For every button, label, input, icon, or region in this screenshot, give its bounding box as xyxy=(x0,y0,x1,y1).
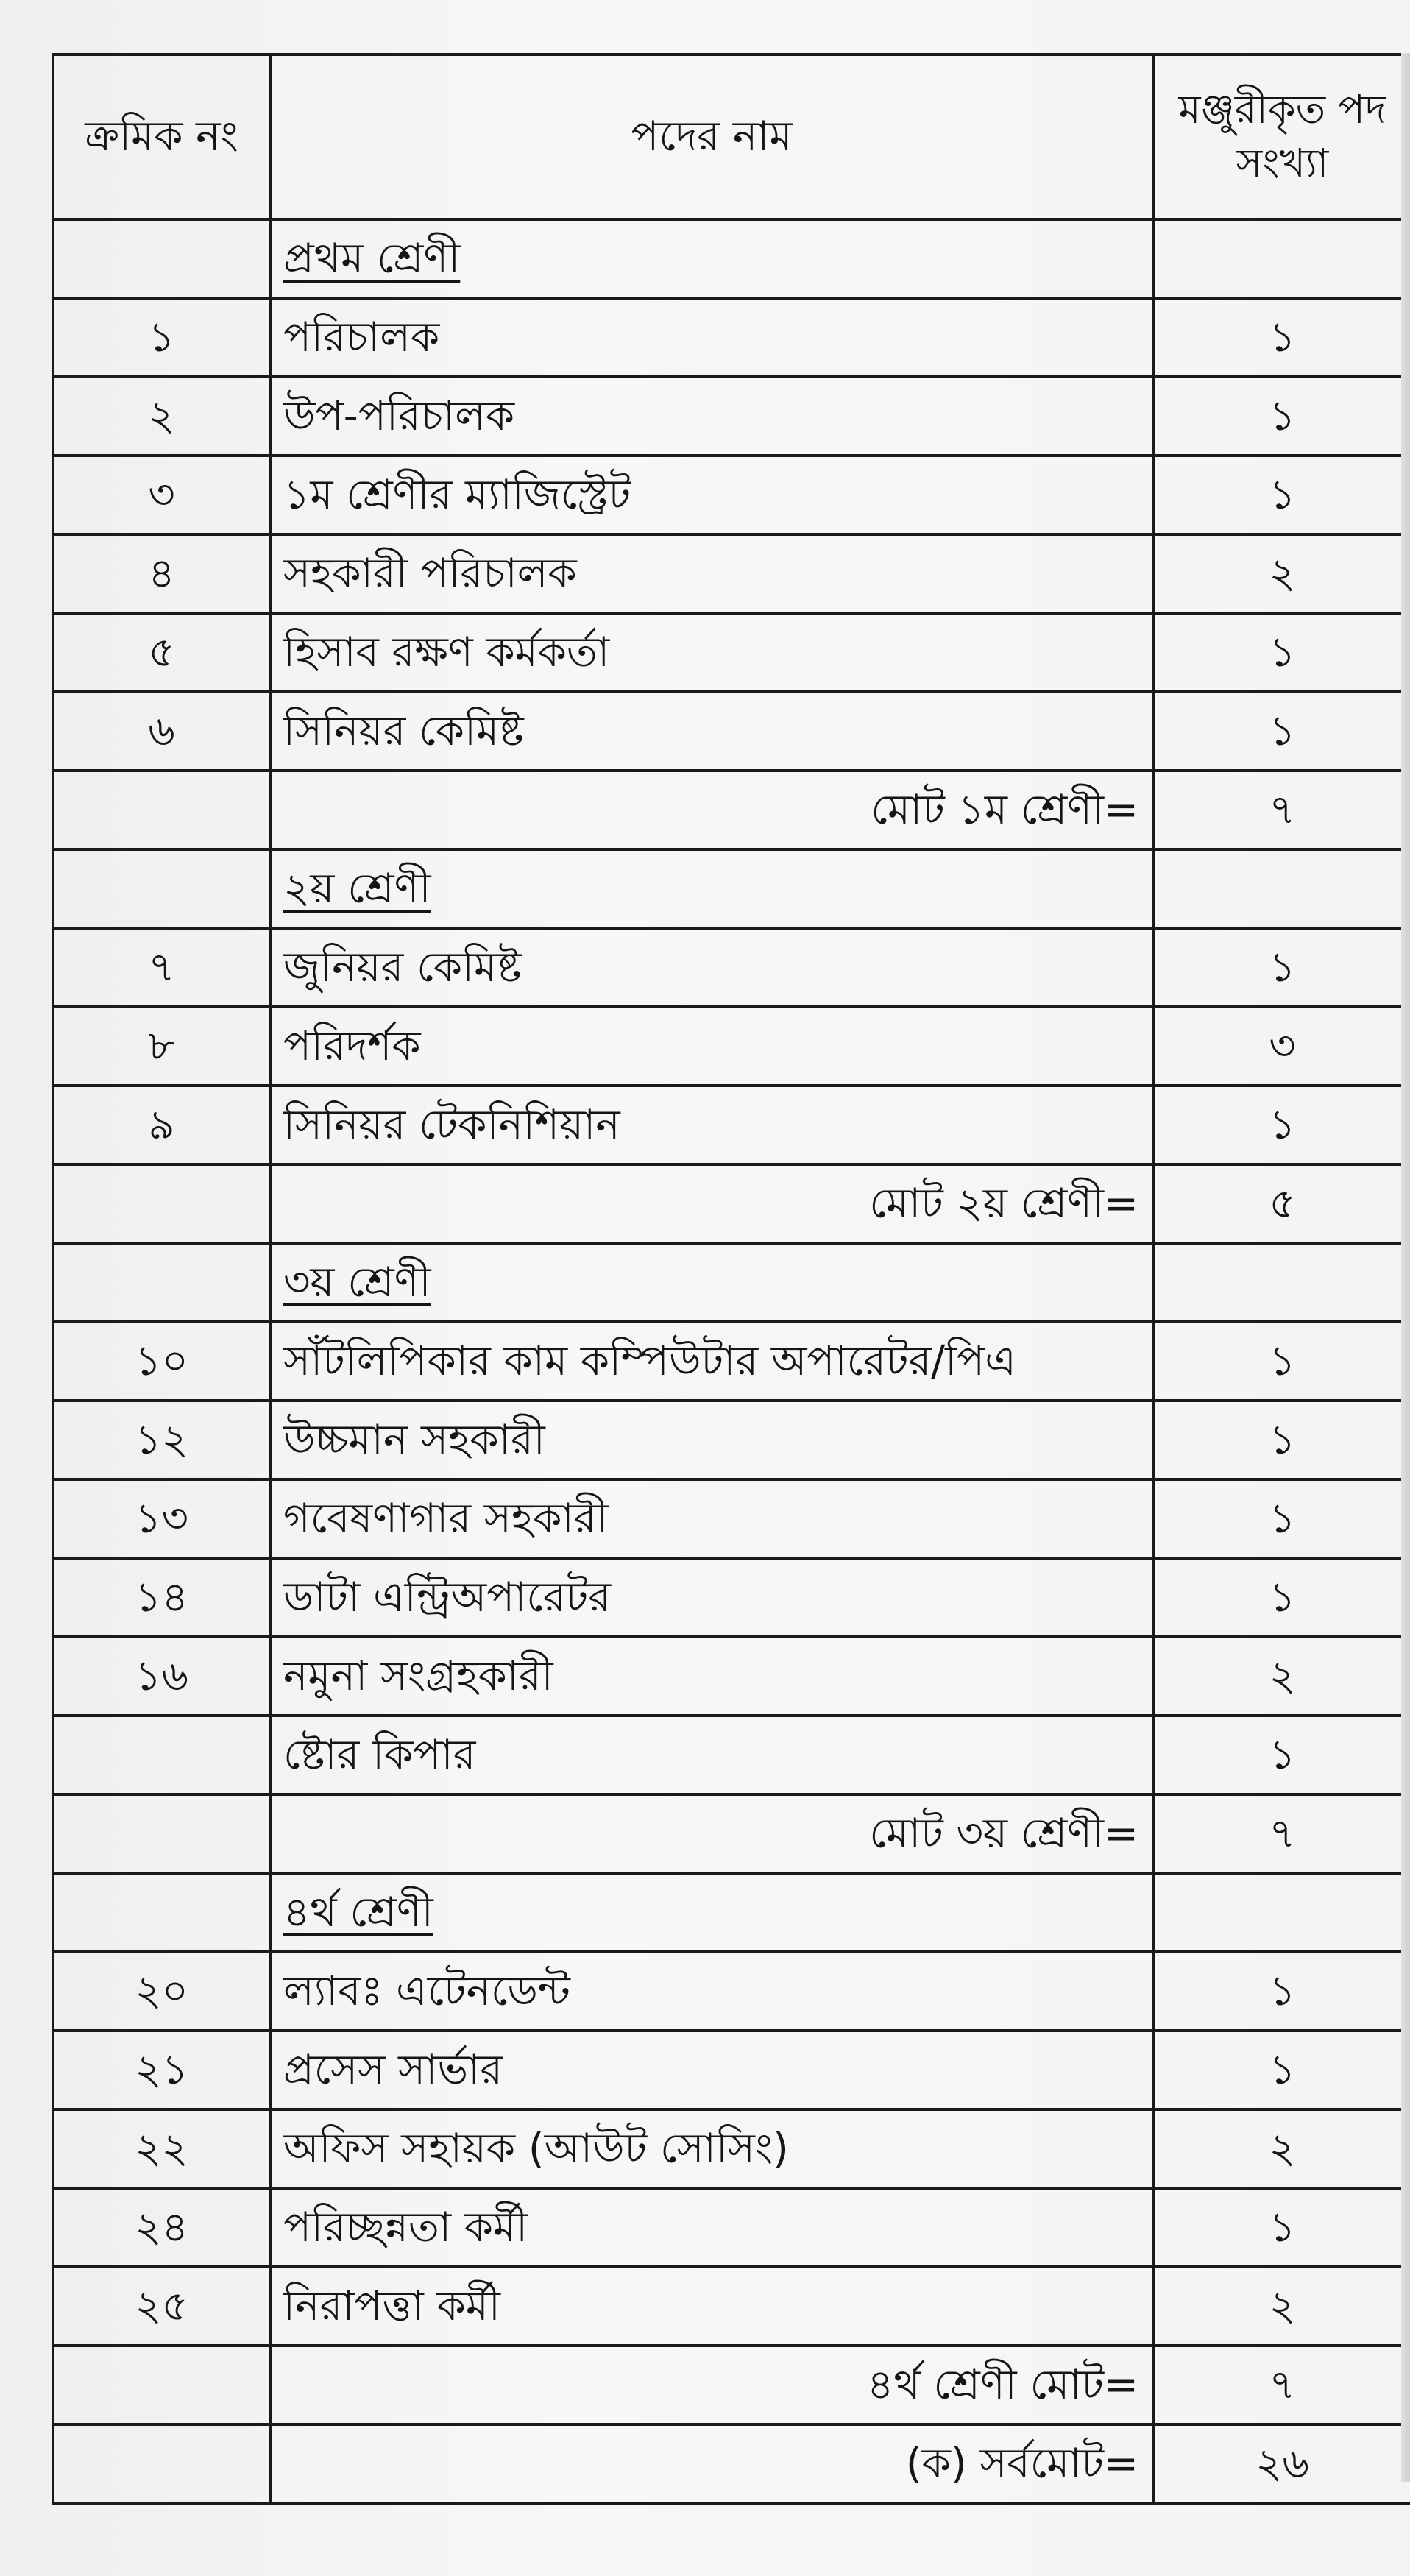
post-name-cell: নিরাপত্তা কর্মী xyxy=(270,2267,1153,2346)
serial-cell xyxy=(53,771,270,849)
serial-cell xyxy=(53,849,270,928)
total-count-cell: ২৬ xyxy=(1153,2424,1410,2503)
count-cell: ১ xyxy=(1153,377,1410,456)
serial-cell: ৪ xyxy=(53,534,270,613)
post-row xyxy=(53,2188,1410,2267)
post-name-cell: উচ্চমান সহকারী xyxy=(270,1401,1153,1479)
total-label-cell: মোট ১ম শ্রেণী= xyxy=(270,771,1153,849)
total-label-cell: মোট ৩য় শ্রেণী= xyxy=(270,1794,1153,1873)
serial-cell: ১ xyxy=(53,298,270,377)
count-cell: ২ xyxy=(1153,2267,1410,2346)
serial-cell: ১৬ xyxy=(53,1637,270,1716)
post-row xyxy=(53,298,1410,377)
header-post-name: পদের নাম xyxy=(270,54,1153,219)
count-cell: ১ xyxy=(1153,1322,1410,1401)
section-title: ২য় শ্রেণী xyxy=(283,864,431,913)
table-header-row xyxy=(53,54,1410,219)
count-cell xyxy=(1153,849,1410,928)
post-name-cell: প্রসেস সার্ভার xyxy=(270,2031,1153,2109)
post-row xyxy=(53,1007,1410,1086)
post-name-cell: পরিচালক xyxy=(270,298,1153,377)
count-cell: ১ xyxy=(1153,1086,1410,1164)
serial-cell xyxy=(53,1794,270,1873)
total-count-cell: ৭ xyxy=(1153,2346,1410,2424)
serial-cell: ৮ xyxy=(53,1007,270,1086)
serial-cell: ১২ xyxy=(53,1401,270,1479)
serial-cell: ১০ xyxy=(53,1322,270,1401)
post-name-cell: উপ-পরিচালক xyxy=(270,377,1153,456)
total-label-cell: ৪র্থ শ্রেণী মোট= xyxy=(270,2346,1153,2424)
count-cell: ১ xyxy=(1153,1479,1410,1558)
post-name-cell: জুনিয়র কেমিষ্ট xyxy=(270,928,1153,1007)
count-cell: ১ xyxy=(1153,928,1410,1007)
post-name-cell: ল্যাবঃ এটেনডেন্ট xyxy=(270,1952,1153,2031)
post-name-cell: গবেষণাগার সহকারী xyxy=(270,1479,1153,1558)
count-cell: ১ xyxy=(1153,1558,1410,1637)
header-sanctioned-count: মঞ্জুরীকৃত পদ সংখ্যা xyxy=(1153,54,1410,219)
post-name-cell: সহকারী পরিচালক xyxy=(270,534,1153,613)
count-cell: ২ xyxy=(1153,534,1410,613)
count-cell: ২ xyxy=(1153,1637,1410,1716)
serial-cell xyxy=(53,1716,270,1794)
post-row xyxy=(53,2267,1410,2346)
serial-cell: ১৩ xyxy=(53,1479,270,1558)
post-row xyxy=(53,1401,1410,1479)
serial-cell: ৫ xyxy=(53,613,270,692)
sanctioned-posts-table xyxy=(52,53,1410,2505)
count-cell xyxy=(1153,1873,1410,1952)
total-row xyxy=(53,771,1410,849)
total-count-cell: ৭ xyxy=(1153,1794,1410,1873)
serial-cell: ২১ xyxy=(53,2031,270,2109)
post-name-cell: পরিদর্শক xyxy=(270,1007,1153,1086)
post-row xyxy=(53,534,1410,613)
post-row xyxy=(53,1479,1410,1558)
section-title-cell xyxy=(270,1873,1153,1952)
count-cell: ১ xyxy=(1153,1401,1410,1479)
count-cell: ২ xyxy=(1153,2109,1410,2188)
section-title-cell xyxy=(270,1243,1153,1322)
post-row xyxy=(53,2031,1410,2109)
section-row xyxy=(53,1243,1410,1322)
total-count-cell: ৭ xyxy=(1153,771,1410,849)
serial-cell: ৭ xyxy=(53,928,270,1007)
total-label-cell: মোট ২য় শ্রেণী= xyxy=(270,1164,1153,1243)
count-cell: ১ xyxy=(1153,298,1410,377)
post-row xyxy=(53,613,1410,692)
section-title-cell xyxy=(270,219,1153,298)
serial-cell: ২৫ xyxy=(53,2267,270,2346)
section-row xyxy=(53,219,1410,298)
total-row xyxy=(53,1164,1410,1243)
post-row xyxy=(53,456,1410,534)
post-name-cell: পরিচ্ছন্নতা কর্মী xyxy=(270,2188,1153,2267)
serial-cell: ৯ xyxy=(53,1086,270,1164)
post-row xyxy=(53,1322,1410,1401)
serial-cell xyxy=(53,2424,270,2503)
post-row xyxy=(53,1637,1410,1716)
page-edge xyxy=(1401,53,1410,2482)
serial-cell: ২২ xyxy=(53,2109,270,2188)
post-name-cell: অফিস সহায়ক (আউট সোসিং) xyxy=(270,2109,1153,2188)
section-row xyxy=(53,1873,1410,1952)
post-name-cell: সিনিয়র কেমিষ্ট xyxy=(270,692,1153,771)
serial-cell: ৬ xyxy=(53,692,270,771)
post-row xyxy=(53,928,1410,1007)
total-label-cell: (ক) সর্বমোট= xyxy=(270,2424,1153,2503)
count-cell: ১ xyxy=(1153,692,1410,771)
post-name-cell: হিসাব রক্ষণ কর্মকর্তা xyxy=(270,613,1153,692)
count-cell xyxy=(1153,1243,1410,1322)
serial-cell xyxy=(53,1243,270,1322)
section-title-cell xyxy=(270,849,1153,928)
serial-cell: ২৪ xyxy=(53,2188,270,2267)
post-row xyxy=(53,1558,1410,1637)
serial-cell: ২০ xyxy=(53,1952,270,2031)
total-row xyxy=(53,2346,1410,2424)
count-cell: ১ xyxy=(1153,613,1410,692)
count-cell: ১ xyxy=(1153,456,1410,534)
header-serial: ক্রমিক নং xyxy=(53,54,270,219)
serial-cell: ২ xyxy=(53,377,270,456)
post-name-cell: নমুনা সংগ্রহকারী xyxy=(270,1637,1153,1716)
total-row xyxy=(53,1794,1410,1873)
post-name-cell: সাঁটলিপিকার কাম কম্পিউটার অপারেটর/পিএ xyxy=(270,1322,1153,1401)
post-row xyxy=(53,2109,1410,2188)
count-cell: ১ xyxy=(1153,2031,1410,2109)
section-title: ৩য় শ্রেণী xyxy=(283,1258,431,1306)
serial-cell xyxy=(53,1164,270,1243)
count-cell: ৩ xyxy=(1153,1007,1410,1086)
section-row xyxy=(53,849,1410,928)
post-row xyxy=(53,692,1410,771)
total-row xyxy=(53,2424,1410,2503)
total-count-cell: ৫ xyxy=(1153,1164,1410,1243)
post-row xyxy=(53,377,1410,456)
post-row xyxy=(53,1716,1410,1794)
serial-cell: ১৪ xyxy=(53,1558,270,1637)
count-cell: ১ xyxy=(1153,1952,1410,2031)
post-name-cell: সিনিয়র টেকনিশিয়ান xyxy=(270,1086,1153,1164)
section-title: প্রথম শ্রেণী xyxy=(283,234,461,283)
serial-cell xyxy=(53,1873,270,1952)
table-body xyxy=(53,219,1410,2503)
count-cell: ১ xyxy=(1153,2188,1410,2267)
serial-cell: ৩ xyxy=(53,456,270,534)
post-row xyxy=(53,1952,1410,2031)
serial-cell xyxy=(53,2346,270,2424)
count-cell: ১ xyxy=(1153,1716,1410,1794)
serial-cell xyxy=(53,219,270,298)
post-name-cell: ষ্টোর কিপার xyxy=(270,1716,1153,1794)
post-name-cell: ডাটা এন্ট্রিঅপারেটর xyxy=(270,1558,1153,1637)
count-cell xyxy=(1153,219,1410,298)
post-row xyxy=(53,1086,1410,1164)
section-title: ৪র্থ শ্রেণী xyxy=(283,1888,433,1936)
post-name-cell: ১ম শ্রেণীর ম্যাজিস্ট্রেট xyxy=(270,456,1153,534)
